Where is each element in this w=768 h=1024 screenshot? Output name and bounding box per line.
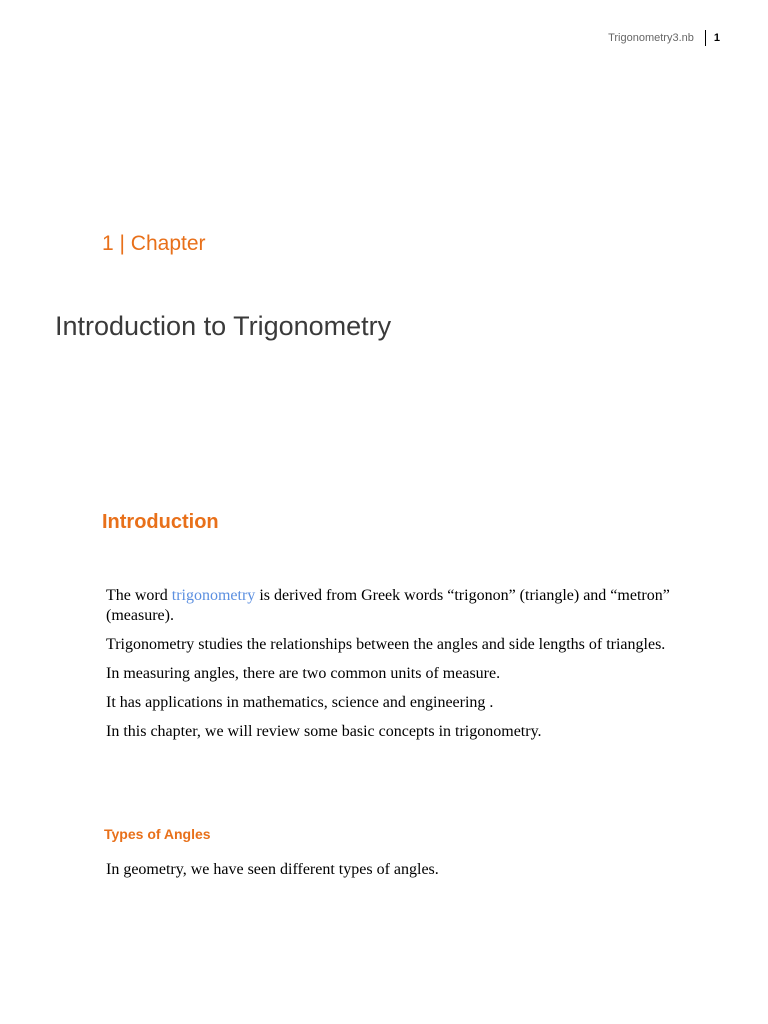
- section-heading-introduction: Introduction: [102, 511, 219, 533]
- intro-paragraph-5: In this chapter, we will review some basic concepts in trigonometry.: [106, 723, 542, 740]
- intro-paragraph-4: It has applications in mathematics, science and engineering .: [106, 694, 494, 711]
- header-filename: Trigonometry3.nb: [608, 32, 694, 44]
- page-header: [608, 30, 720, 46]
- types-paragraph-1: In geometry, we have seen different types of angles.: [106, 861, 439, 878]
- chapter-label: 1 | Chapter: [102, 232, 206, 255]
- intro-paragraph-1-after: is derived from Greek words “trigonon” (triangle) and “metron” (measure).: [106, 587, 670, 624]
- introduction-body: [106, 586, 681, 751]
- header-divider: [705, 30, 706, 46]
- intro-paragraph-1-before: The word: [106, 587, 172, 604]
- chapter-title: Introduction to Trigonometry: [55, 311, 392, 341]
- intro-paragraph-2: Trigonometry studies the relationships between the angles and side lengths of triangles.: [106, 636, 666, 653]
- trigonometry-link[interactable]: trigonometry: [171, 587, 256, 604]
- intro-paragraph-1: [106, 586, 681, 626]
- intro-paragraph-3: In measuring angles, there are two common units of measure.: [106, 665, 501, 682]
- header-page-number: 1: [713, 32, 720, 44]
- subsection-heading-types-of-angles: Types of Angles: [104, 826, 211, 842]
- types-of-angles-body: [106, 860, 681, 880]
